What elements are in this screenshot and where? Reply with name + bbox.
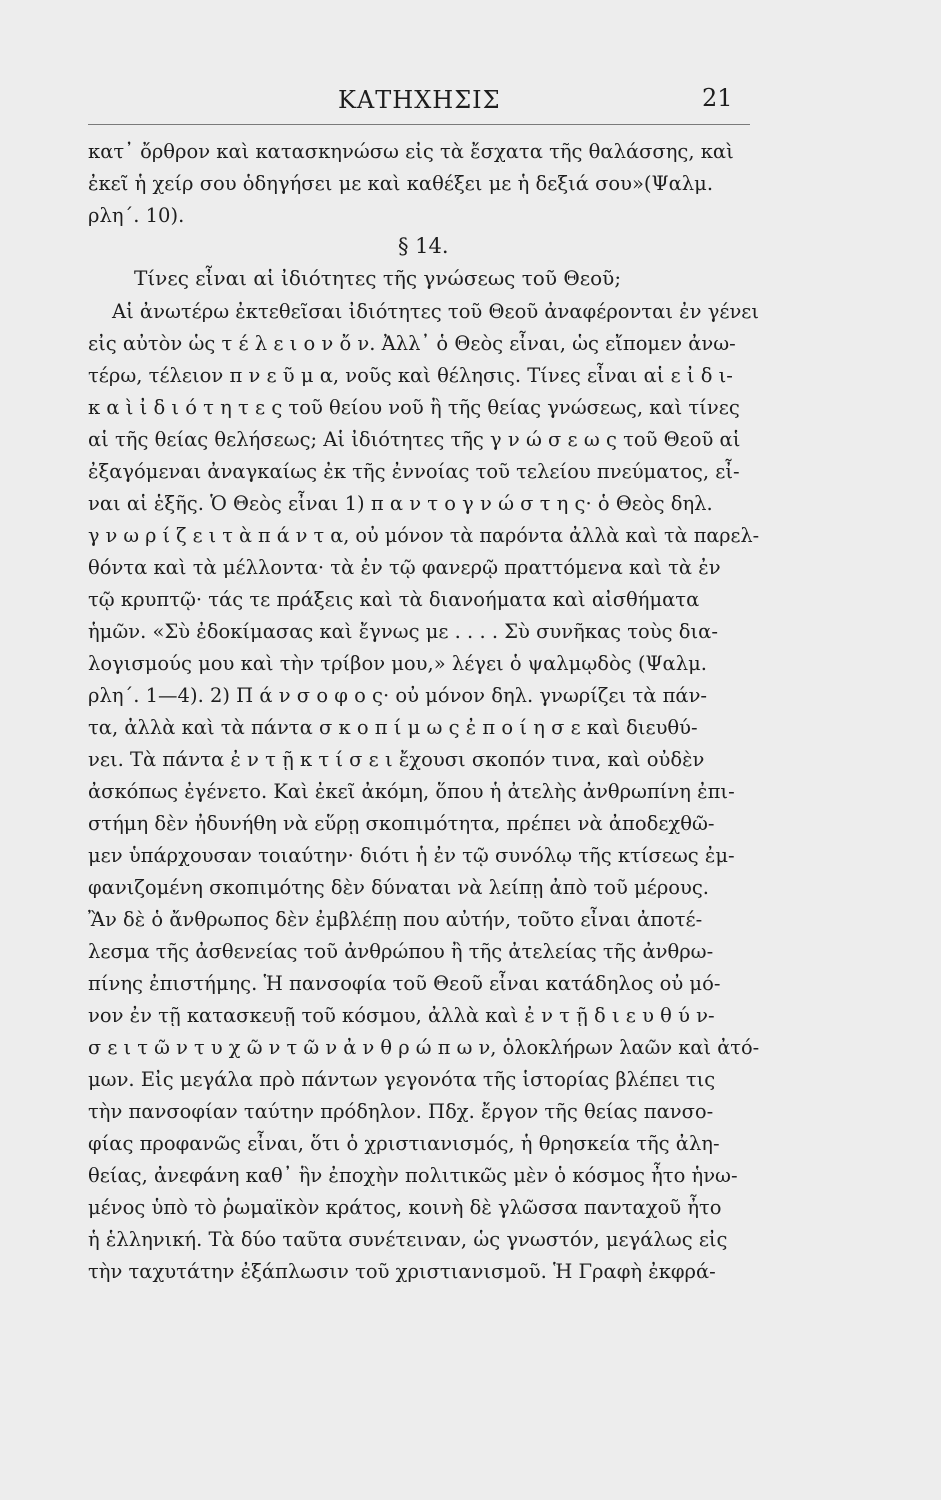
text-line: θείας, ἀνεφάνη καθ᾽ ἣν ἐποχὴν πολιτικῶς μὲν ὁ κόσμος ἦτο ἡνω- xyxy=(88,1164,738,1187)
text-line: ἡ ἑλληνική. Τὰ δύο ταῦτα συνέτειναν, ὡς γνωστόν, μεγάλως εἰς xyxy=(88,1228,728,1251)
text-line: τα, ἀλλὰ καὶ τὰ πάντα σ κ ο π ί μ ω ς ἐ π ο ί η σ ε καὶ διευθύ- xyxy=(88,716,698,739)
page-number: 21 xyxy=(702,84,733,112)
section-heading: Τίνες εἶναι αἱ ἰδιότητες τῆς γνώσεως τοῦ Θεοῦ; xyxy=(134,266,622,290)
text-line: ρλη΄. 10). xyxy=(88,204,185,227)
text-line: ἐξαγόμεναι ἀναγκαίως ἐκ τῆς ἐννοίας τοῦ τελείου πνεύματος, εἶ- xyxy=(88,460,740,483)
text-line: πίνης ἐπιστήμης. Ἡ πανσοφία τοῦ Θεοῦ εἶναι κατάδηλος οὐ μό- xyxy=(88,972,721,995)
text-line: μεν ὑπάρχουσαν τοιαύτην· διότι ἡ ἐν τῷ συνόλῳ τῆς κτίσεως ἐμ- xyxy=(88,844,735,867)
text-line: Αἱ ἀνωτέρω ἐκτεθεῖσαι ἰδιότητες τοῦ Θεοῦ ἀναφέρονται ἐν γένει xyxy=(112,300,760,323)
text-line: τέρω, τέλειον π ν ε ῦ μ α, νοῦς καὶ θέλησις. Τίνες εἶναι αἱ ε ἰ δ ι- xyxy=(88,364,733,387)
text-line: λεσμα τῆς ἀσθενείας τοῦ ἀνθρώπου ἢ τῆς ἀτελείας τῆς ἀνθρω- xyxy=(88,940,714,963)
text-line: νον ἐν τῇ κατασκευῇ τοῦ κόσμου, ἀλλὰ καὶ ἐ ν τ ῇ δ ι ε υ θ ύ ν- xyxy=(88,1004,715,1027)
text-line: ἐκεῖ ἡ χείρ σου ὁδηγήσει με καὶ καθέξει με ἡ δεξιά σου»(Ψαλμ. xyxy=(88,172,714,195)
text-line: Ἂν δὲ ὁ ἄνθρωπος δὲν ἐμβλέπῃ που αὐτήν, τοῦτο εἶναι ἀποτέ- xyxy=(88,908,703,931)
text-line: φίας προφανῶς εἶναι, ὅτι ὁ χριστιανισμός, ἡ θρησκεία τῆς ἀλη- xyxy=(88,1132,720,1155)
text-line: ναι αἱ ἑξῆς. Ὁ Θεὸς εἶναι 1) π α ν τ ο γ ν ώ σ τ η ς· ὁ Θεὸς δηλ. xyxy=(88,492,713,515)
text-line: τὴν πανσοφίαν ταύτην πρόδηλον. Πδχ. ἔργον τῆς θείας πανσο- xyxy=(88,1100,714,1123)
text-line: εἰς αὐτὸν ὡς τ έ λ ε ι ο ν ὄ ν. Ἀλλ᾽ ὁ Θεὸς εἶναι, ὡς εἴπομεν ἀνω- xyxy=(88,332,736,355)
text-line: φανιζομένη σκοπιμότης δὲν δύναται νὰ λείπῃ ἀπὸ τοῦ μέρους. xyxy=(88,876,710,899)
running-title: ΚΑΤΗΧΗΣΙΣ xyxy=(338,86,501,114)
text-line: λογισμούς μου καὶ τὴν τρίβον μου,» λέγει ὁ ψαλμῳδὸς (Ψαλμ. xyxy=(88,652,707,675)
text-line: στήμη δὲν ἠδυνήθη νὰ εὕρῃ σκοπιμότητα, πρέπει νὰ ἀποδεχθῶ- xyxy=(88,812,715,835)
text-line: θόντα καὶ τὰ μέλλοντα· τὰ ἐν τῷ φανερῷ πραττόμενα καὶ τὰ ἐν xyxy=(88,556,721,579)
text-line: νει. Τὰ πάντα ἐ ν τ ῇ κ τ ί σ ε ι ἔχουσι σκοπόν τινα, καὶ οὐδὲν xyxy=(88,748,705,771)
text-line: ρλη΄. 1—4). 2) Π ά ν σ ο φ ο ς· οὐ μόνον δηλ. γνωρίζει τὰ πάν- xyxy=(88,684,708,707)
section-number: § 14. xyxy=(398,234,449,258)
text-line: ἡμῶν. «Σὺ ἐδοκίμασας καὶ ἔγνως με . . . . Σὺ συνῆκας τοὺς δια- xyxy=(88,620,718,643)
text-line: κ α ὶ ἰ δ ι ό τ η τ ε ς τοῦ θείου νοῦ ἢ τῆς θείας γνώσεως, καὶ τίνες xyxy=(88,396,740,419)
text-line: σ ε ι τ ῶ ν τ υ χ ῶ ν τ ῶ ν ἀ ν θ ρ ώ π ω ν, ὁλοκλήρων λαῶν καὶ ἀτό- xyxy=(88,1036,760,1059)
header-rule xyxy=(88,124,750,125)
text-line: κατ᾽ ὄρθρον καὶ κατασκηνώσω εἰς τὰ ἔσχατα τῆς θαλάσσης, καὶ xyxy=(88,140,734,163)
text-line: μένος ὑπὸ τὸ ῥωμαϊκὸν κράτος, κοινὴ δὲ γλῶσσα πανταχοῦ ἦτο xyxy=(88,1196,722,1219)
text-line: τὴν ταχυτάτην ἐξάπλωσιν τοῦ χριστιανισμοῦ. Ἡ Γραφὴ ἐκφρά- xyxy=(88,1260,716,1283)
text-line: αἱ τῆς θείας θελήσεως; Αἱ ἰδιότητες τῆς γ ν ώ σ ε ω ς τοῦ Θεοῦ αἱ xyxy=(88,428,741,451)
text-line: τῷ κρυπτῷ· τάς τε πράξεις καὶ τὰ διανοήματα καὶ αἰσθήματα xyxy=(88,588,700,611)
text-line: γ ν ω ρ ί ζ ε ι τ ὰ π ά ν τ α, οὐ μόνον τὰ παρόντα ἀλλὰ καὶ τὰ παρελ- xyxy=(88,524,760,547)
text-line: μων. Εἰς μεγάλα πρὸ πάντων γεγονότα τῆς ἱστορίας βλέπει τις xyxy=(88,1068,716,1091)
text-line: ἀσκόπως ἐγένετο. Καὶ ἐκεῖ ἀκόμη, ὅπου ἡ ἀτελὴς ἀνθρωπίνη ἐπι- xyxy=(88,780,735,803)
